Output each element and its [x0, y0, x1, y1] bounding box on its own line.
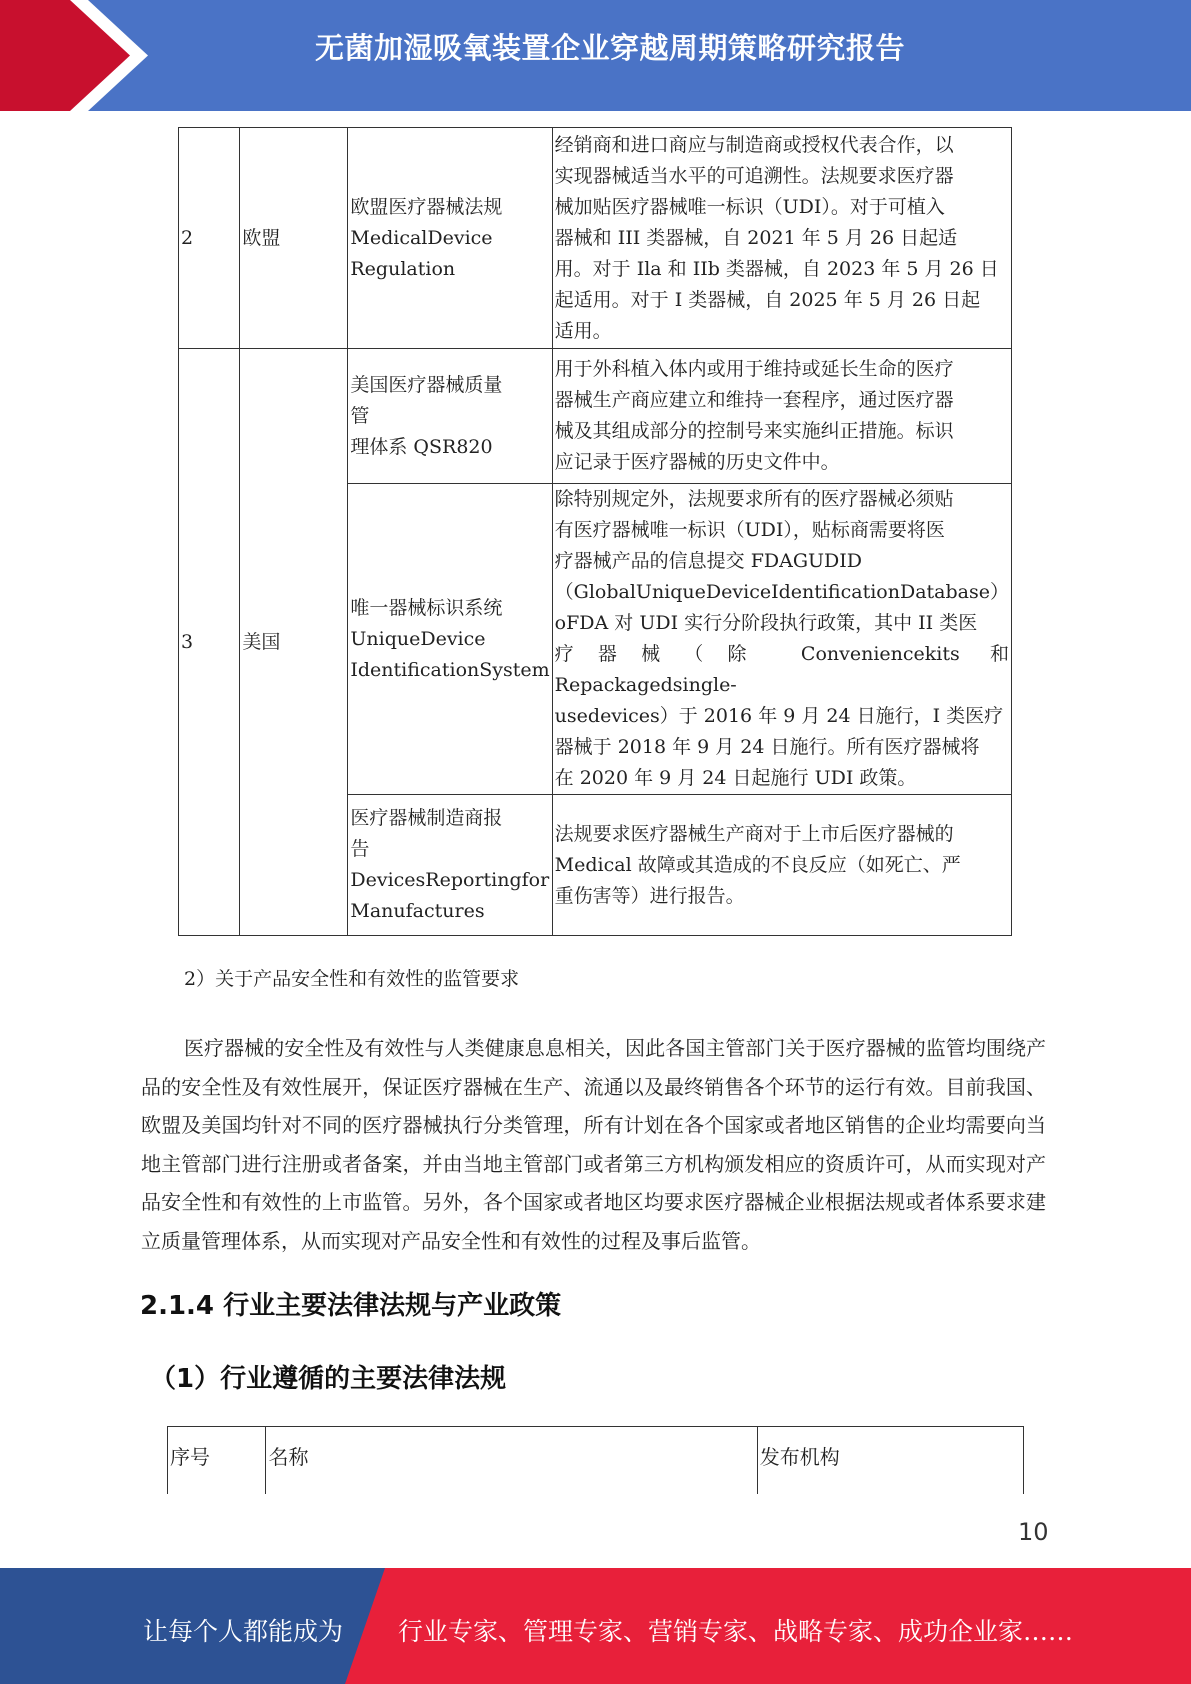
page-number: 10 [1018, 1518, 1049, 1546]
list-caption: 2）关于产品安全性和有效性的监管要求 [184, 968, 520, 990]
table-row [179, 349, 1012, 484]
table-header-row [168, 1427, 1024, 1495]
row-number: 3 [179, 349, 240, 936]
subsection-heading: （1）行业遵循的主要法律法规 [150, 1364, 507, 1394]
regulation-content: 除特别规定外，法规要求所有的医疗器械必须贴 有医疗器械唯一标识（UDI），贴标商需要将医 疗器械产品的信息提交 FDAGUDID （GlobalUniqueDeviceIdentificationDatabase） oFDA 对 UDI 实行分阶段执行政策，其中 II 类医 疗器械（除 Conveniencekits 和 Repackagedsingle- usedevices）于 2016 年 9 月 24 日施行，I 类医疗 器械于 2018 年 9 月 24 日施行。所有医疗器械将 在 2020 年 9 月 24 日起施行 UDI 政策。 [552, 484, 1011, 795]
regulation-table [178, 127, 1012, 936]
footer-slogan-right: 行业专家、管理专家、营销专家、战略专家、成功企业家…… [398, 1617, 1074, 1646]
footer-slogan-left: 让每个人都能成为 [143, 1617, 344, 1646]
regulation-name: 欧盟医疗器械法规 MedicalDevice Regulation [348, 128, 552, 349]
regulation-name: 医疗器械制造商报 告 DevicesReportingfor Manufactures [348, 795, 552, 936]
column-header-number: 序号 [168, 1427, 266, 1495]
row-region: 欧盟 [240, 128, 348, 349]
page-header [0, 0, 1191, 111]
table-row [179, 128, 1012, 349]
regulation-name: 美国医疗器械质量 管 理体系 QSR820 [348, 349, 552, 484]
column-header-publisher: 发布机构 [757, 1427, 1023, 1495]
regulation-content: 用于外科植入体内或用于维持或延长生命的医疗 器械生产商应建立和维持一套程序，通过医疗器 械及其组成部分的控制号来实施纠正措施。标识 应记录于医疗器械的历史文件中。 [552, 349, 1011, 484]
row-region: 美国 [240, 349, 348, 936]
column-header-name: 名称 [266, 1427, 757, 1495]
regulation-name: 唯一器械标识系统 UniqueDevice IdentificationSystem [348, 484, 552, 795]
header-red-chevron [0, 0, 160, 111]
regulation-content: 法规要求医疗器械生产商对于上市后医疗器械的 Medical 故障或其造成的不良反应（如死亡、严 重伤害等）进行报告。 [552, 795, 1011, 936]
body-paragraph: 医疗器械的安全性及有效性与人类健康息息相关，因此各国主管部门关于医疗器械的监管均围绕产品的安全性及有效性展开，保证医疗器械在生产、流通以及最终销售各个环节的运行有效。目前我国、欧盟及美国均针对不同的医疗器械执行分类管理，所有计划在各个国家或者地区销售的企业均需要向当地主管部门进行注册或者备案，并由当地主管部门或者第三方机构颁发相应的资质许可，从而实现对产品安全性和有效性的上市监管。另外，各个国家或者地区均要求医疗器械企业根据法规或者体系要求建立质量管理体系，从而实现对产品安全性和有效性的过程及事后监管。 [141, 1036, 1046, 1253]
laws-table [167, 1426, 1024, 1494]
row-number: 2 [179, 128, 240, 349]
regulation-content: 经销商和进口商应与制造商或授权代表合作，以 实现器械适当水平的可追溯性。法规要求医疗器 械加贴医疗器械唯一标识（UDI）。对于可植入 器械和 III 类器械，自 2021 年 5 月 26 日起适 用。对于 Ila 和 IIb 类器械，自 2023 年 5 月 26 日 起适用。对于 I 类器械，自 2025 年 5 月 26 日起 适用。 [552, 128, 1011, 349]
report-title: 无菌加湿吸氧装置企业穿越周期策略研究报告 [314, 31, 905, 65]
section-heading: 2.1.4 行业主要法律法规与产业政策 [140, 1291, 562, 1321]
